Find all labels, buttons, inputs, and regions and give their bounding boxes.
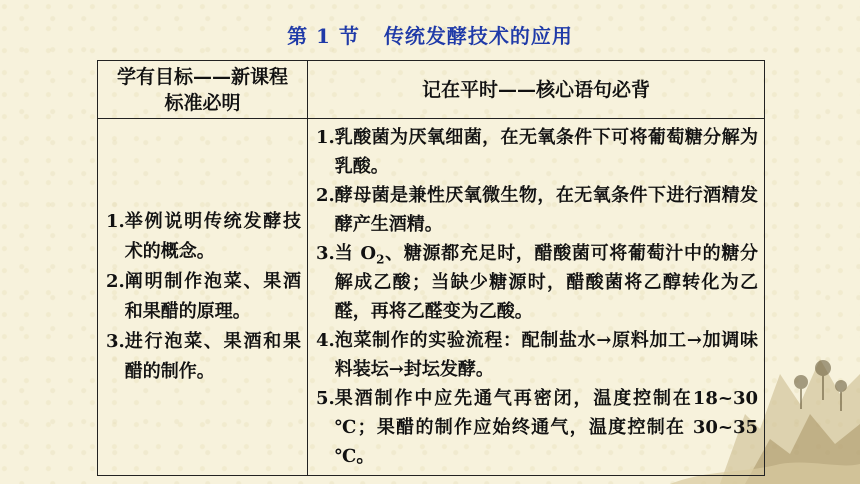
learning-goals-cell	[98, 119, 308, 476]
left-header-cell	[98, 61, 308, 119]
key-point-item: 5. 果酒制作中应先通气再密闭，温度控制在18~30 ℃；果醋的制作应始终通气，温度控制在 30~35 ℃。	[316, 388, 758, 467]
key-points-cell	[308, 119, 765, 476]
left-header-line1: 学有目标——新课程	[116, 65, 288, 88]
key-point-item: 3. 当 $O_2$、糖源都充足时，醋酸菌可将葡萄汁中的糖分解成乙酸；当缺少糖源时，醋酸菌将乙醇转化为乙醛，再将乙醛变为乙酸。	[316, 243, 759, 322]
right-header: 记在平时——核心语句必背	[421, 78, 650, 101]
goal-item: 1. 举例说明传统发酵技术的概念。	[106, 211, 301, 262]
key-point-item: 4. 泡菜制作的实验流程：配制盐水→原料加工→加调味料装坛→封坛发酵。	[316, 330, 758, 380]
section-number: 第 1 节	[287, 24, 360, 48]
right-header-cell	[308, 61, 765, 119]
key-point-item: 1. 乳酸菌为厌氧细菌，在无氧条件下可将葡萄糖分解为乳酸。	[316, 127, 758, 177]
slide-title	[0, 20, 860, 49]
goal-item: 2. 阐明制作泡菜、果酒和果醋的原理。	[106, 271, 301, 322]
objectives-table	[97, 60, 765, 476]
goal-item: 3. 进行泡菜、果酒和果醋的制作。	[106, 331, 301, 382]
section-title: 传统发酵技术的应用	[383, 24, 573, 48]
key-point-item: 2. 酵母菌是兼性厌氧微生物，在无氧条件下进行酒精发酵产生酒精。	[316, 185, 758, 235]
left-header-line2: 标准必明	[164, 91, 241, 114]
